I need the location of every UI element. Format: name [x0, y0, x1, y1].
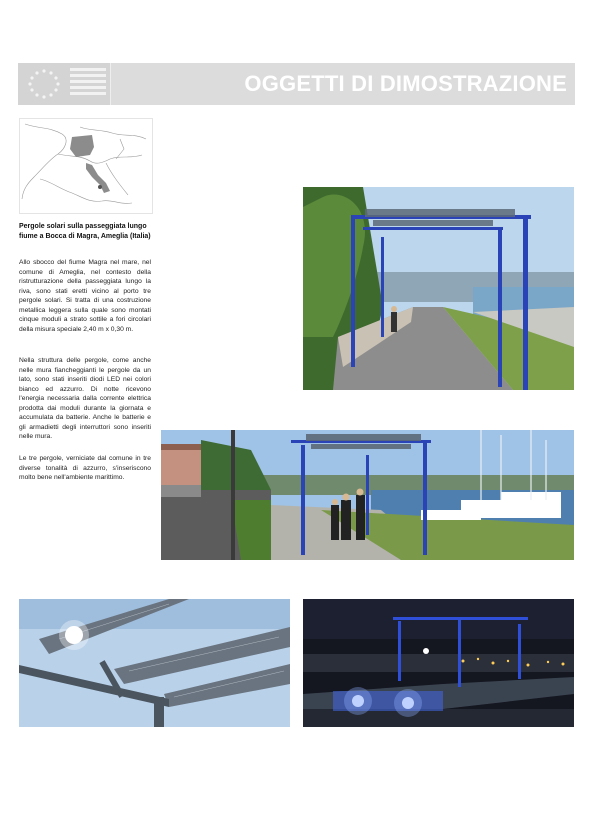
- map-illustration: [20, 119, 152, 213]
- page-title: OGGETTI DI DIMOSTRAZIONE: [244, 71, 567, 96]
- europe-map: [19, 118, 153, 214]
- eu-stars-icon: [22, 66, 66, 102]
- photo-caption: Pergole solari sulla passeggiata lungo fiume a Bocca di Magra, Ameglia (Italia): [19, 223, 151, 240]
- paragraph-2: Nella struttura delle pergole, come anche nelle mura fiancheggianti le pergole da un lato, sono stati inseriti diodi LED nei colori bianco ed azzurro. Di notte ricevono l'energia necessaria dalla corrente elettrica prodotta dai moduli durante la giornata e accumulata da batterie. Anche le batterie e gli armadietti degli interruttori sono inseriti nelle mura.: [19, 357, 151, 440]
- pergola-promenade-photo: [303, 187, 574, 390]
- header-bar: [18, 63, 575, 105]
- solar-panels-closeup-photo: [19, 599, 290, 727]
- pergola-harbour-photo: [161, 430, 574, 560]
- paragraph-3: Le tre pergole, verniciate dal comune in tre diverse tonalità di azzurro, s'inseriscono molto bene nell'ambiente marittimo.: [19, 455, 151, 481]
- eu-logo: [18, 63, 111, 105]
- paragraph-1: Allo sbocco del fiume Magra nel mare, nel comune di Ameglia, nel contesto della ristrutturazione della passeggiata lungo la riva, sono stati eretti vicino al porto tre pergole solari. Si tratta di una costruzione metallica leggera sulla quale sono montati cinque moduli a strato sottile a fori circolari della misura speciale 2,40 m x 0,30 m.: [19, 259, 151, 333]
- pergola-night-photo: [303, 599, 574, 727]
- org-logo-lines: [70, 68, 106, 98]
